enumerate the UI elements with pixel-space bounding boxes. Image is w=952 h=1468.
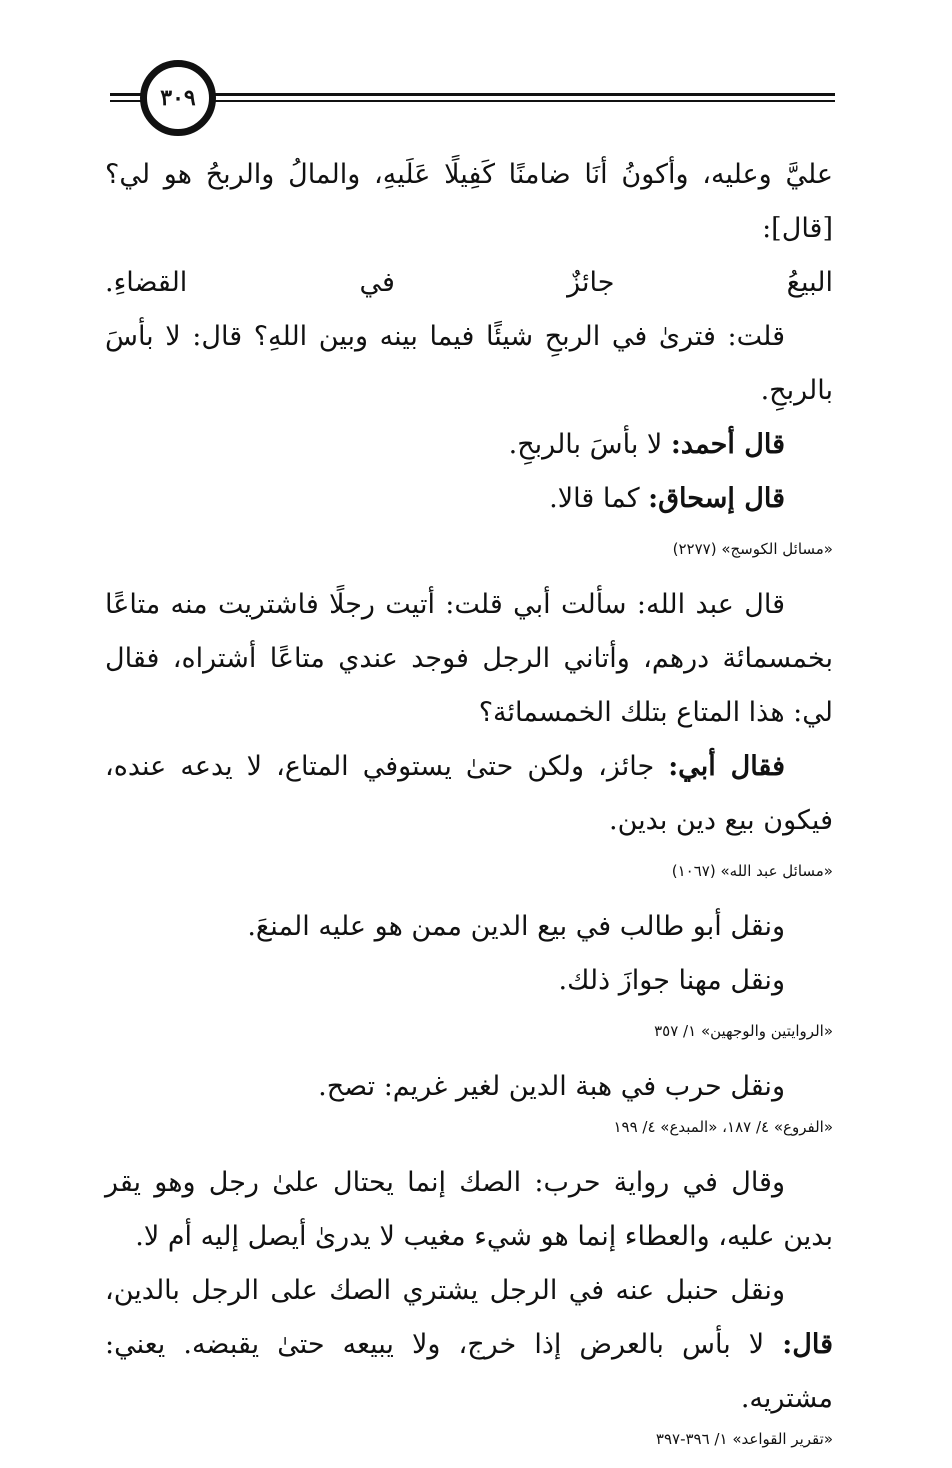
speaker-label: فقال أبي: — [668, 751, 785, 782]
paragraph — [105, 578, 833, 740]
text-line: عليَّ وعليه، وأكونُ أنَا ضامنًا كَفِيلًا عَلَيهِ، والمالُ والربحُ هو لي؟ [قال]: — [105, 159, 833, 244]
speaker-label: قال أحمد: — [670, 429, 785, 460]
paragraph — [105, 310, 833, 418]
text-line: كما قالا. — [549, 483, 649, 514]
text-line: هذا المتاع بتلك الخمسمائة؟ — [478, 697, 785, 728]
header-rule-right-thin — [212, 100, 835, 102]
text-line: لا بأسَ بالربحِ. — [508, 429, 671, 460]
header-rule-left — [110, 93, 144, 96]
paragraph — [105, 472, 833, 526]
header-rule-left-thin — [110, 100, 144, 102]
paragraph — [105, 740, 833, 848]
header-rule-right — [212, 93, 835, 96]
source-citation: «تقرير القواعد» ١/ ٣٩٦-٣٩٧ — [655, 1430, 833, 1448]
source-citation: «الفروع» ٤/ ١٨٧، «المبدع» ٤/ ١٩٩ — [613, 1118, 833, 1136]
paragraph — [105, 1156, 833, 1264]
page-number-badge — [140, 60, 216, 136]
page-number: ٣٠٩ — [160, 85, 196, 111]
text-line: جائز، ولكن حتىٰ يستوفي المتاع، لا يدعه عنده، فيكون — [105, 751, 833, 836]
text-line: بيع دين بدين. — [609, 805, 755, 836]
source-citation: «الروايتين والوجهين» ١/ ٣٥٧ — [654, 1022, 833, 1040]
text-line: ونقل أبو طالب في بيع الدين ممن هو عليه المنعَ. — [247, 911, 785, 942]
speaker-label: قال: — [782, 1329, 833, 1360]
text-line: ونقل مهنا جوازَ ذلك. — [558, 965, 785, 996]
speaker-label: قال إسحاق: — [648, 483, 785, 514]
paragraph — [105, 1264, 833, 1426]
page-header — [0, 0, 952, 140]
text-line: عليه، والعطاء إنما هو شيء مغيب لا يدرىٰ أيصل إليه أم لا. — [135, 1221, 775, 1252]
text-line: بخمسمائة درهم، وأتاني الرجل فوجد عندي متاعًا أشتراه، فقال لي: — [105, 643, 833, 728]
text-line: لا بأس بالعرض إذا خرج، ولا يبيعه حتىٰ يقبضه. يعني: مشتريه. — [105, 1329, 833, 1414]
text-line: وقال في رواية حرب: الصك إنما يحتال علىٰ رجل وهو يقر بدين — [105, 1167, 833, 1252]
source-citation: «مسائل الكوسج» (٢٢٧٧) — [672, 540, 833, 558]
text-line: قلت: فترىٰ في الربحِ شيئًا فيما بينه وبين اللهِ؟ قال: لا بأسَ بالربحِ. — [105, 321, 833, 406]
text-line: البيعُ جائزٌ في القضاءِ. — [105, 267, 833, 298]
page-body — [105, 148, 833, 1468]
text-line: ونقل حرب في هبة الدين لغير غريم: تصح. — [318, 1071, 785, 1102]
text-line: قال عبد الله: سألت أبي قلت: أتيت رجلًا فاشتريت منه متاعًا — [105, 589, 785, 620]
paragraph — [105, 1060, 833, 1114]
text-line: ونقل حنبل عنه في الرجل يشتري الصك على الرجل بالدين، — [105, 1275, 785, 1306]
paragraph — [105, 418, 833, 472]
paragraph — [105, 900, 833, 954]
paragraph — [105, 148, 833, 310]
source-citation: «مسائل عبد الله» (١٠٦٧) — [671, 862, 833, 880]
paragraph — [105, 954, 833, 1008]
